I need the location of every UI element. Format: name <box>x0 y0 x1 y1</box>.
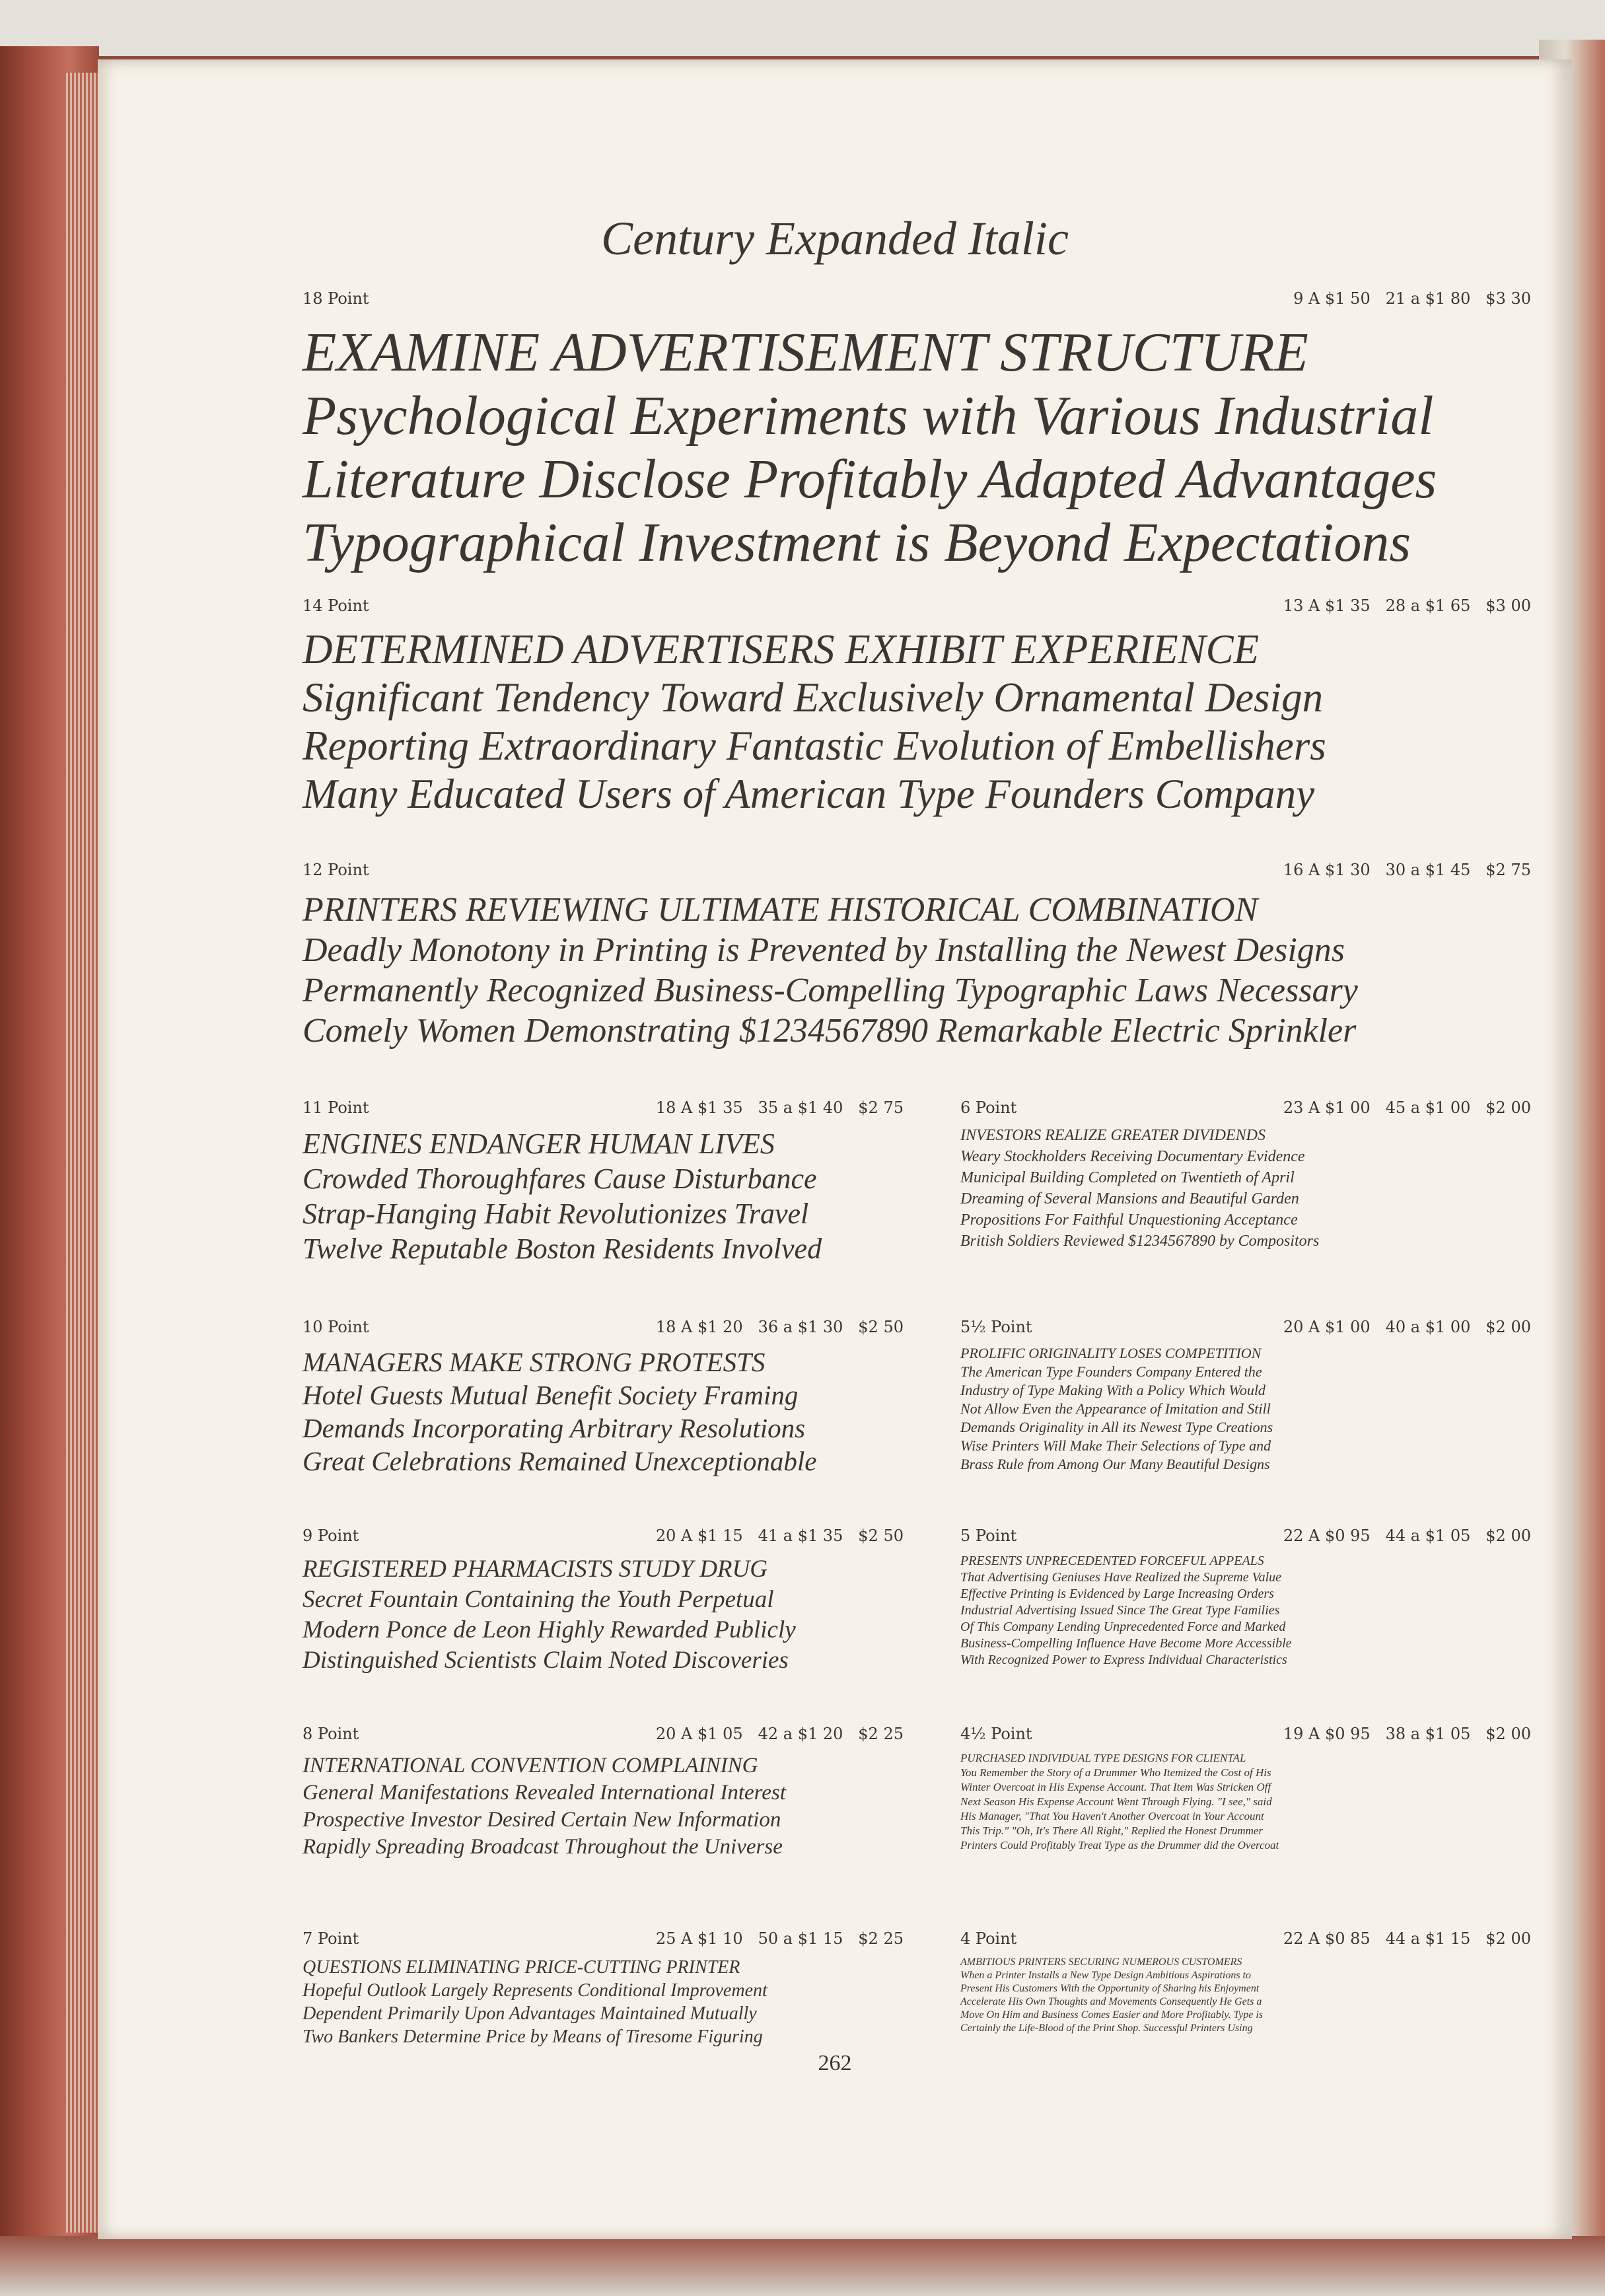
point-size-label: 10 Point <box>303 1318 369 1336</box>
specimen-line: AMBITIOUS PRINTERS SECURING NUMEROUS CUSTOMERS <box>960 1956 1242 1968</box>
point-size-label: 4½ Point <box>960 1725 1032 1743</box>
specimen-line: Dreaming of Several Mansions and Beautiful Garden <box>960 1190 1299 1207</box>
specimen-line: The American Type Founders Company Entered the <box>960 1363 1262 1380</box>
specimen-line: Twelve Reputable Boston Residents Involved <box>303 1233 822 1265</box>
specimen-line: PROLIFIC ORIGINALITY LOSES COMPETITION <box>960 1345 1262 1361</box>
specimen-line: Strap-Hanging Habit Revolutionizes Travel <box>303 1198 809 1230</box>
specimen-line: When a Printer Installs a New Type Design Ambitious Aspirations to <box>960 1970 1251 1981</box>
price-info: 22 A $0 85 44 a $1 15 $2 00 <box>1283 1929 1531 1948</box>
point-size-label: 7 Point <box>303 1929 359 1948</box>
specimen-line: Deadly Monotony in Printing is Prevented by Installing the Newest Designs <box>303 931 1345 969</box>
specimen-line: Prospective Investor Desired Certain New Information <box>303 1808 781 1832</box>
specimen-line: Significant Tendency Toward Exclusively Ornamental Design <box>303 674 1324 721</box>
specimen-line: Industrial Advertising Issued Since The Great Type Families <box>960 1603 1280 1618</box>
specimen-line: His Manager, "That You Haven't Another Overcoat in Your Account <box>960 1810 1264 1822</box>
specimen-line: QUESTIONS ELIMINATING PRICE-CUTTING PRINTER <box>303 1957 740 1978</box>
specimen-line: General Manifestations Revealed International Interest <box>303 1781 786 1805</box>
price-info: 23 A $1 00 45 a $1 00 $2 00 <box>1283 1098 1531 1117</box>
specimen-line: Effective Printing is Evidenced by Large Increasing Orders <box>960 1587 1274 1601</box>
specimen-line: EXAMINE ADVERTISEMENT STRUCTURE <box>303 322 1308 383</box>
specimen-line: Next Season His Expense Account Went Through Flying. "I see," said <box>960 1795 1272 1808</box>
specimen-line: Not Allow Even the Appearance of Imitation and Still <box>960 1400 1271 1417</box>
specimen-11-point <box>303 1098 904 1266</box>
specimen-line: Move On Him and Business Comes Easier and More Profitably. Type is <box>960 2009 1264 2021</box>
point-size-label: 9 Point <box>303 1526 359 1545</box>
specimen-line: Weary Stockholders Receiving Documentary Evidence <box>960 1148 1305 1165</box>
specimen-line: DETERMINED ADVERTISERS EXHIBIT EXPERIENCE <box>303 626 1260 672</box>
price-info: 18 A $1 20 36 a $1 30 $2 50 <box>655 1318 904 1336</box>
point-size-label: 5½ Point <box>960 1318 1032 1336</box>
specimen-4-point <box>960 1929 1531 2035</box>
specimen-line: Many Educated Users of American Type Founders Company <box>303 771 1315 817</box>
price-info: 25 A $1 10 50 a $1 15 $2 25 <box>655 1929 904 1948</box>
specimen-12-point <box>303 861 1531 1051</box>
specimen-line: Comely Women Demonstrating $1234567890 Remarkable Electric Sprinkler <box>303 1012 1357 1050</box>
price-info: 20 A $1 00 40 a $1 00 $2 00 <box>1283 1318 1531 1336</box>
point-size-label: 14 Point <box>303 596 369 615</box>
specimen-line: Wise Printers Will Make Their Selections of Type and <box>960 1437 1271 1454</box>
specimen-5-half-point <box>960 1318 1531 1474</box>
specimen-4-half-point <box>960 1725 1531 1853</box>
specimen-line: That Advertising Geniuses Have Realized the Supreme Value <box>960 1570 1282 1585</box>
specimen-line: Secret Fountain Containing the Youth Perpetual <box>303 1586 774 1613</box>
price-info: 19 A $0 95 38 a $1 05 $2 00 <box>1283 1725 1531 1743</box>
point-size-label: 12 Point <box>303 861 369 879</box>
point-size-label: 6 Point <box>960 1098 1017 1117</box>
specimen-line: Literature Disclose Profitably Adapted Advantages <box>303 448 1437 510</box>
specimen-line: Demands Incorporating Arbitrary Resolutions <box>303 1413 806 1443</box>
price-info: 9 A $1 50 21 a $1 80 $3 30 <box>1293 289 1531 308</box>
specimen-line: Two Bankers Determine Price by Means of Tiresome Figuring <box>303 2027 763 2047</box>
specimen-line: Brass Rule from Among Our Many Beautiful Designs <box>960 1456 1270 1472</box>
specimen-line: Rapidly Spreading Broadcast Throughout the Universe <box>303 1835 783 1859</box>
specimen-line: Of This Company Lending Unprecedented Force and Marked <box>960 1620 1286 1634</box>
specimen-line: Accelerate His Own Thoughts and Movements Consequently He Gets a <box>960 1996 1262 2007</box>
page-number: 262 <box>818 2051 852 2075</box>
point-size-label: 18 Point <box>303 289 369 308</box>
specimen-7-point <box>303 1929 904 2048</box>
point-size-label: 4 Point <box>960 1929 1017 1948</box>
specimen-8-point <box>303 1725 904 1861</box>
specimen-9-point <box>303 1526 904 1676</box>
specimen-line: British Soldiers Reviewed $1234567890 by Compositors <box>960 1233 1320 1250</box>
specimen-line: Demands Originality in All its Newest Type Creations <box>960 1419 1273 1435</box>
specimen-line: Hopeful Outlook Largely Represents Conditional Improvement <box>303 1980 767 2001</box>
specimen-line: Psychological Experiments with Various Industrial <box>303 385 1434 447</box>
specimen-line: Business-Compelling Influence Have Become More Accessible <box>960 1636 1292 1651</box>
specimen-line: Winter Overcoat in His Expense Account. That Item Was Stricken Off <box>960 1781 1271 1793</box>
specimen-line: You Remember the Story of a Drummer Who Itemized the Cost of His <box>960 1766 1271 1779</box>
specimen-line: Distinguished Scientists Claim Noted Discoveries <box>303 1647 789 1674</box>
specimen-line: Industry of Type Making With a Policy Which Would <box>960 1382 1266 1398</box>
specimen-line: INVESTORS REALIZE GREATER DIVIDENDS <box>960 1127 1266 1144</box>
point-size-label: 8 Point <box>303 1725 359 1743</box>
specimen-10-point <box>303 1318 904 1478</box>
page-title: Century Expanded Italic <box>601 212 1069 265</box>
specimen-line: Dependent Primarily Upon Advantages Maintained Mutually <box>303 2003 757 2024</box>
specimen-line: PRINTERS REVIEWING ULTIMATE HISTORICAL COMBINATION <box>303 891 1258 929</box>
specimen-line: INTERNATIONAL CONVENTION COMPLAINING <box>303 1754 758 1777</box>
point-size-label: 11 Point <box>303 1098 369 1117</box>
price-info: 18 A $1 35 35 a $1 40 $2 75 <box>655 1098 904 1117</box>
specimen-6-point <box>960 1098 1531 1252</box>
price-info: 20 A $1 15 41 a $1 35 $2 50 <box>655 1526 904 1545</box>
specimen-line: Typographical Investment is Beyond Expectations <box>303 512 1411 573</box>
specimen-line: PURCHASED INDIVIDUAL TYPE DESIGNS FOR CLIENTAL <box>960 1752 1246 1764</box>
specimen-line: PRESENTS UNPRECEDENTED FORCEFUL APPEALS <box>960 1554 1264 1568</box>
scan-bottom-margin <box>0 2236 1605 2296</box>
price-info: 22 A $0 95 44 a $1 05 $2 00 <box>1283 1526 1531 1545</box>
specimen-line: With Recognized Power to Express Individual Characteristics <box>960 1653 1287 1667</box>
price-info: 13 A $1 35 28 a $1 65 $3 00 <box>1283 596 1531 615</box>
specimen-line: Hotel Guests Mutual Benefit Society Framing <box>303 1380 799 1410</box>
specimen-18-point <box>303 289 1531 575</box>
specimen-5-point <box>960 1526 1531 1668</box>
point-size-label: 5 Point <box>960 1526 1017 1545</box>
specimen-line: ENGINES ENDANGER HUMAN LIVES <box>303 1128 775 1160</box>
specimen-line: Great Celebrations Remained Unexceptionable <box>303 1446 817 1476</box>
specimen-line: Certainly the Life-Blood of the Print Shop. Successful Printers Using <box>960 2023 1253 2034</box>
specimen-line: Present His Customers With the Opportunity of Sharing his Enjoyment <box>960 1983 1260 1994</box>
specimen-line: Reporting Extraordinary Fantastic Evolution of Embellishers <box>303 723 1326 769</box>
page-edges <box>66 73 99 2233</box>
specimen-line: Crowded Thoroughfares Cause Disturbance <box>303 1163 817 1195</box>
specimen-14-point <box>303 596 1531 818</box>
specimen-line: MANAGERS MAKE STRONG PROTESTS <box>303 1347 766 1377</box>
specimen-line: Permanently Recognized Business-Compelling Typographic Laws Necessary <box>303 972 1358 1009</box>
price-info: 20 A $1 05 42 a $1 20 $2 25 <box>655 1725 904 1743</box>
book-page <box>98 59 1572 2239</box>
scan-top-margin <box>0 0 1605 56</box>
specimen-line: Printers Could Profitably Treat Type as the Drummer did the Overcoat <box>960 1839 1279 1851</box>
price-info: 16 A $1 30 30 a $1 45 $2 75 <box>1283 861 1531 879</box>
specimen-line: Modern Ponce de Leon Highly Rewarded Publicly <box>303 1616 796 1643</box>
specimen-line: REGISTERED PHARMACISTS STUDY DRUG <box>303 1556 767 1583</box>
specimen-line: This Trip." "Oh, It's There All Right," Replied the Honest Drummer <box>960 1824 1264 1837</box>
specimen-line: Propositions For Faithful Unquestioning Acceptance <box>960 1211 1298 1229</box>
specimen-line: Municipal Building Completed on Twentieth of April <box>960 1169 1295 1186</box>
